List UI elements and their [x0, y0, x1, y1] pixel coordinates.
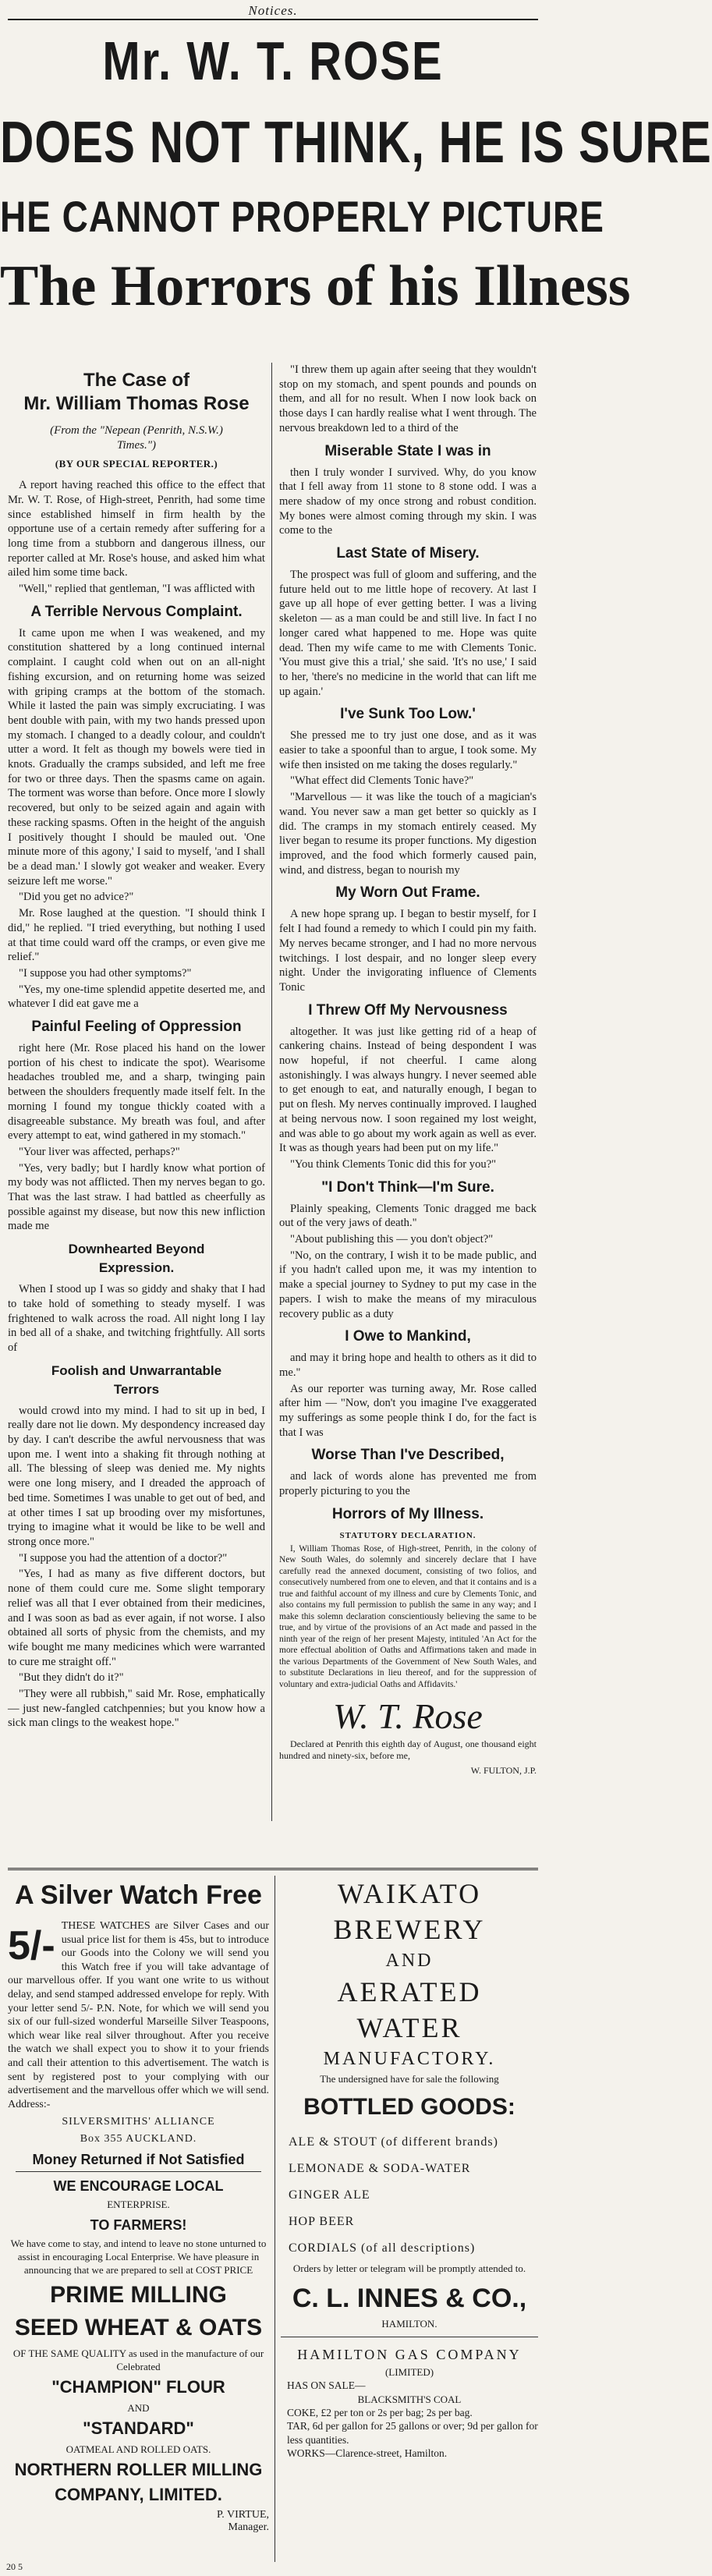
subheading: Horrors of My Illness.	[331, 1505, 484, 1522]
case-title-line2: Mr. William Thomas Rose	[23, 393, 250, 414]
headline-does-not-think: DOES NOT THINK, HE IS SURE	[0, 109, 712, 175]
paragraph: "You think Clements Tonic did this for you?"	[290, 1157, 497, 1171]
watch-body: THESE WATCHES are Silver Cases and our usual price list for them is 45s, but to introduce our Goods into the Colony we will send you this Watch free if you will take advantage of our marvellous offer. If you want one write to us without delay, and send stamped addressed envelope for reply. With your letter send 5/- P.N. Note, for which we will send you six of our full-sized wonderful Marseille Silver Teaspoons, which wear like real silver throughout. After you receive the watch we shall expect you to show it to your friends and call their attention to this advertisement. The watch is sent by registered post to your complying with our advertisement and the marvellous offer which we will send. Address:-	[8, 1920, 269, 2110]
running-head: Notices.	[248, 3, 298, 18]
paragraph: "No, on the contrary, I wish it to be made public, and if you hadn't called upon me, it was my intention to make a special journey to Sydney to put my case in the papers. I wish to make the means of my miraculous recovery public as a duty	[279, 1249, 537, 1320]
gas-limited: (LIMITED)	[384, 2366, 434, 2378]
paragraph: and lack of words alone has prevented me from properly picturing to you the	[279, 1470, 537, 1498]
and-text: AND	[385, 1951, 434, 1971]
goods-item: LEMONADE & SODA-WATER	[289, 2162, 471, 2175]
article-columns	[8, 363, 538, 1821]
subheading: My Worn Out Frame.	[335, 884, 480, 902]
paragraph: "Well," replied that gentleman, "I was afflicted with	[19, 583, 255, 596]
paragraph: would crowd into my mind. I had to sit up in bed, I really dare not lie down. My despondency increased day by day. I can't describe the awful nervousness that was upon me. I went into a shaking fit through nothing at all. The blessing of sleep was denied me. My nights were one long misery, and I dreaded the approach of bed time. Sometimes I was unable to get out of bed, and at other times I sat up brooding over my misfortunes, trying to imagine what it would be like to be well and strong once more."	[8, 1404, 265, 1548]
source-line2: Times.")	[116, 438, 157, 452]
subheading	[8, 1362, 265, 1399]
goods-item: CORDIALS (of all descriptions)	[289, 2241, 476, 2255]
blacksmith-coal: BLACKSMITH'S COAL	[357, 2393, 462, 2405]
encourage-line1: WE ENCOURAGE LOCAL	[53, 2178, 224, 2195]
standard: "STANDARD"	[83, 2418, 194, 2439]
subheading: Last State of Misery.	[336, 545, 480, 562]
paragraph: "But they didn't do it?"	[19, 1671, 124, 1685]
paragraph: She pressed me to try just one dose, and as it was easier to take a spoonful than to argue, I took some. My wife then insisted on me taking the doses regularly."	[279, 729, 537, 771]
subheading: I Owe to Mankind,	[345, 1328, 471, 1345]
subheading-line: Expression.	[98, 1260, 175, 1276]
declaration-text: I, William Thomas Rose, of High-street, Penrith, in the colony of New South Wales, do solemnly and sincerely declare that I have carefully read the annexed document, consisting of two folios, and consecutively numbered from one to eleven, and that it contains and is a true and faithful account of my illness and cure by Clements Tonic, and also contains my full permission to publish the same in any way; and I make this solemn declaration conscientiously believing the same to be true, and by virtue of the provisions of an Act made and passed in the ninth year of the reign of her present Majesty, intituled 'An Act for the more effectual abolition of Oaths and Affirmations taken and made in the various Departments of the Government of New South Wales, and to substitute Declarations in lieu thereof, and for the suppression of voluntary and extra-judicial Oaths and Affidavits.'	[279, 1543, 537, 1689]
paragraph: "I suppose you had other symptoms?"	[19, 966, 192, 980]
goods-item: GINGER ALE	[289, 2188, 370, 2202]
source-line	[8, 423, 265, 452]
paragraph: Mr. Rose laughed at the question. "I should think I did," he replied. "I tried everything, but nothing I used at that time could ward off the cramps, or even give me relief."	[8, 907, 265, 964]
and-text: AND	[127, 2402, 150, 2415]
subheading-line: Terrors	[113, 1381, 160, 1397]
subheading: Painful Feeling of Oppression	[31, 1019, 242, 1036]
aerated-water: AERATED WATER	[337, 1976, 482, 2043]
paragraph: "They were all rubbish," said Mr. Rose, emphatically — just new-fangled catchpennies; but you know how a sick man clings to the weakest hope."	[8, 1688, 265, 1730]
subheading: "I Don't Think—I'm Sure.	[321, 1178, 494, 1196]
coke-price: COKE, £2 per ton or 2s per bag; 2s per bag.	[287, 2406, 473, 2418]
subheading: I Threw Off My Nervousness	[308, 1001, 508, 1019]
innes-town: HAMILTON.	[381, 2318, 437, 2330]
paragraph: The prospect was full of gloom and suffering, and the future held out to me little hope of recovery. At last I gave up all hope of ever getting better. I was a living skeleton — as a man could be and still live. In fact I no longer cared what happened to me. Hope was quite dead. Then my wife came to me with Clements Tonic. 'You must give this a trial,' she said. 'It's no use,' I said to her, 'there's no medicine in the world that can lift me up again.'	[279, 569, 537, 698]
goods-item: ALE & STOUT (of different brands)	[289, 2135, 498, 2149]
subheading: I've Sunk Too Low.'	[340, 706, 476, 723]
subheading-line: Downhearted Beyond	[68, 1242, 205, 1257]
paragraph: and may it bring hope and health to others as it did to me."	[279, 1352, 537, 1379]
subheading: Miserable State I was in	[324, 442, 491, 459]
case-title-line1: The Case of	[83, 370, 190, 391]
northern-roller-milling: NORTHERN ROLLER MILLING	[14, 2460, 263, 2480]
paragraph: "What effect did Clements Tonic have?"	[290, 774, 474, 788]
tar-price: TAR, 6d per gallon for 25 gallons or over; 9d per gallon for less quantities.	[287, 2420, 538, 2446]
paragraph: altogether. It was just like getting rid of a heap of cankering chains. Instead of being despondent I was now hopeful, if not cheerful. I came along astonishingly. I was always hungry. I never seemed able to get enough to eat, and naturally enough, I began to put on flesh. My nerves continually improved. I laughed at being nervous now. I soon regained my lost weight, and was able to go about my work again as well as ever. It was as though years had been put on my life."	[279, 1025, 537, 1155]
orders-text: Orders by letter or telegram will be promptly attended to.	[292, 2262, 526, 2274]
divider	[16, 2171, 261, 2172]
on-sale: HAS ON SALE—	[287, 2379, 366, 2391]
watch-text	[8, 1919, 269, 2111]
justice-of-peace: W. FULTON, J.P.	[470, 1765, 537, 1777]
gas-company: HAMILTON GAS COMPANY	[297, 2347, 522, 2362]
paragraph: "I suppose you had the attention of a doctor?"	[19, 1551, 228, 1564]
paragraph: It came upon me when I was weakened, and my constitution shattered by a long continued internal complaint. I caught cold when out on an all-night fishing excursion, and on returning home was seized with griping cramps at the bottom of the stomach. While it lasted the pain was simply excruciating. I was bent double with pain, with my two hands pressed upon my stomach. I changed to a deadly colour, and couldn't utter a word. It felt as though my bowels were tied in knots. Gradually the cramps subsided, and left me free for two or three days. Then the spasms came on again. The torment was worse than before. Once more I slowly recovered, but only to be seized again and again with these racking spasms. Often in the height of the anguish I positively thought I should be mauled out. 'One minute more of this agony,' I said to myself, 'and I shall be a dead man.' I slowly got weaker and weaker. Every seizure left me worse."	[8, 626, 265, 888]
paragraph: "Did you get no advice?"	[19, 891, 134, 904]
company-limited: COMPANY, LIMITED.	[55, 2485, 222, 2505]
top-rule	[8, 19, 538, 20]
paragraph: "Yes, I had as many as five different doctors, but none of them could cure me. Some slight temporary relief was all that I ever obtained from their medicines, and I was soon as bad as ever again, if not worse. I also obtained all sorts of physic from the chemists, and my wife bought me many medicines which were warranted to cure me straight off."	[8, 1568, 265, 1668]
subheading	[8, 1240, 265, 1277]
page-code: 20 5	[6, 2561, 23, 2572]
subheading: A Terrible Nervous Complaint.	[30, 603, 243, 620]
farmers-text: We have come to stay, and intend to leave no stone unturned to assist in encouraging Local Enterprise. We have pleasure in announcing that we are prepared to sell at COST PRICE	[10, 2238, 267, 2277]
advertisements	[8, 1876, 538, 2562]
works-address: WORKS—Clarence-street, Hamilton.	[287, 2447, 448, 2459]
manager-title: Manager.	[228, 2521, 269, 2534]
paragraph: As our reporter was turning away, Mr. Rose called after him — "Now, don't you imagine I've exaggerated my sufferings as some people think I do, for the fact is that I was	[279, 1382, 537, 1439]
manager-name: P. VIRTUE,	[217, 2509, 269, 2521]
paragraph: then I truly wonder I survived. Why, do you know that I fell away from 11 stone to 8 stone odd. I was a mere shadow of my once strong and robust condition. My bones were almost coming through my skin. I was come to the	[279, 466, 537, 537]
case-title	[8, 369, 265, 416]
column-divider	[271, 363, 272, 1821]
article-left-column	[8, 363, 265, 1732]
subheading: Worse Than I've Described,	[311, 1447, 505, 1464]
ad-brewery	[281, 1876, 538, 2461]
champion-flour: "CHAMPION" FLOUR	[51, 2377, 225, 2397]
innes-company: C. L. INNES & CO.,	[292, 2284, 527, 2313]
paragraph: "I threw them up again after seeing that they wouldn't stop on my stomach, and spent pounds and pounds on them, and all for no result. When I now look back on those days I can hardly realise what I went through. The nervous breakdown led to a third of the	[279, 363, 537, 434]
waikato-brewery: WAIKATO BREWERY	[333, 1878, 486, 1945]
undersigned-text: The undersigned have for sale the following	[320, 2073, 499, 2085]
paragraph: "About publishing this — you don't object?"	[290, 1233, 494, 1246]
goods-item: HOP BEER	[289, 2215, 355, 2228]
byline: (BY OUR SPECIAL REPORTER.)	[55, 458, 218, 470]
paragraph: Plainly speaking, Clements Tonic dragged me back out of the very jaws of death."	[279, 1202, 537, 1230]
paragraph: "Marvellous — it was like the touch of a magician's wand. You never saw a man get better so quickly as I did. The cramps in my stomach entirely ceased. My liver began to resume its proper functions. My digestion improved, and the food which formerly caused pain, wind, and distress, began to nourish my	[279, 791, 537, 877]
paragraph: A report having reached this office to the effect that Mr. W. T. Rose, of High-street, Penrith, had some time since established himself in firm health by the opportune use of a certain remedy after suffering for a long time from a stubborn and dangerous illness, our reporter called at Mr. Rose's house, and asked him what ailed him some time back.	[8, 479, 265, 579]
alliance-name: SILVERSMITHS' ALLIANCE	[62, 2116, 215, 2128]
oatmeal: OATMEAL AND ROLLED OATS.	[66, 2443, 211, 2456]
money-returned: Money Returned if Not Satisfied	[32, 2152, 245, 2168]
headline-name: Mr. W. T. ROSE	[102, 30, 444, 92]
headline-cannot-picture: HE CANNOT PROPERLY PICTURE	[0, 192, 604, 241]
manufactory: MANUFACTORY.	[323, 2049, 496, 2069]
signature: W. T. Rose	[333, 1696, 483, 1737]
declaration-title: STATUTORY DECLARATION.	[339, 1530, 476, 1540]
paragraph: A new hope sprang up. I began to bestir myself, for I felt I had found a remedy to which I could pin my faith. My nerves became stronger, and I had no more nervous twitchings. I lost despair, and no longer sleep every night. Under the invigorating influence of Clements Tonic	[279, 908, 537, 994]
price-badge: 5/-	[8, 1923, 55, 1968]
headline-horrors: The Horrors of his Illness	[0, 254, 631, 318]
paragraph: "Your liver was affected, perhaps?"	[19, 1145, 180, 1158]
bottled-goods: BOTTLED GOODS:	[303, 2094, 515, 2120]
to-farmers: TO FARMERS!	[90, 2217, 187, 2234]
watch-heading: A Silver Watch Free	[15, 1880, 262, 1910]
paragraph: right here (Mr. Rose placed his hand on the lower portion of his chest to indicate the spot). Wearisome headaches troubled me, and a sharp, twinging pain between the shoulders frequently made itself felt. In the morning I found my tongue thickly coated with a disagreeable substance. My breath was foul, and after every attempt to eat, wind gathered in my stomach."	[8, 1042, 265, 1143]
seed-wheat: SEED WHEAT & OATS	[14, 2315, 263, 2341]
paragraph: "Yes, my one-time splendid appetite deserted me, and whatever I did eat gave me a	[8, 983, 265, 1011]
prime-milling: PRIME MILLING	[50, 2282, 227, 2308]
paragraph: When I stood up I was so giddy and shaky that I had to take hold of something to steady myself. I was frightened to walk across the road. All night long I lay in bed all of a shake, and twitching frightfully. All sorts of	[8, 1283, 265, 1354]
subheading-line: Foolish and Unwarrantable	[51, 1362, 222, 1378]
article-right-column	[279, 363, 537, 1778]
ads-divider	[8, 1868, 538, 1870]
encourage-line2: ENTERPRISE.	[107, 2199, 170, 2211]
declaration-date: Declared at Penrith this eighth day of August, one thousand eight hundred and ninety-six, before me,	[279, 1738, 537, 1762]
alliance-address: Box 355 AUCKLAND.	[80, 2133, 197, 2145]
quality-text: OF THE SAME QUALITY as used in the manufacture of our Celebrated	[12, 2347, 264, 2373]
source-line1: (From the "Nepean (Penrith, N.S.W.)	[50, 424, 223, 437]
ad-silver-watch	[8, 1876, 269, 2534]
paragraph: "Yes, very badly; but I hardly know what portion of my body was not afflicted. Then my nerves began to go. That was the last straw. I had battled as cheerfully as possible against my disease, but now this new infliction made me	[8, 1161, 265, 1233]
